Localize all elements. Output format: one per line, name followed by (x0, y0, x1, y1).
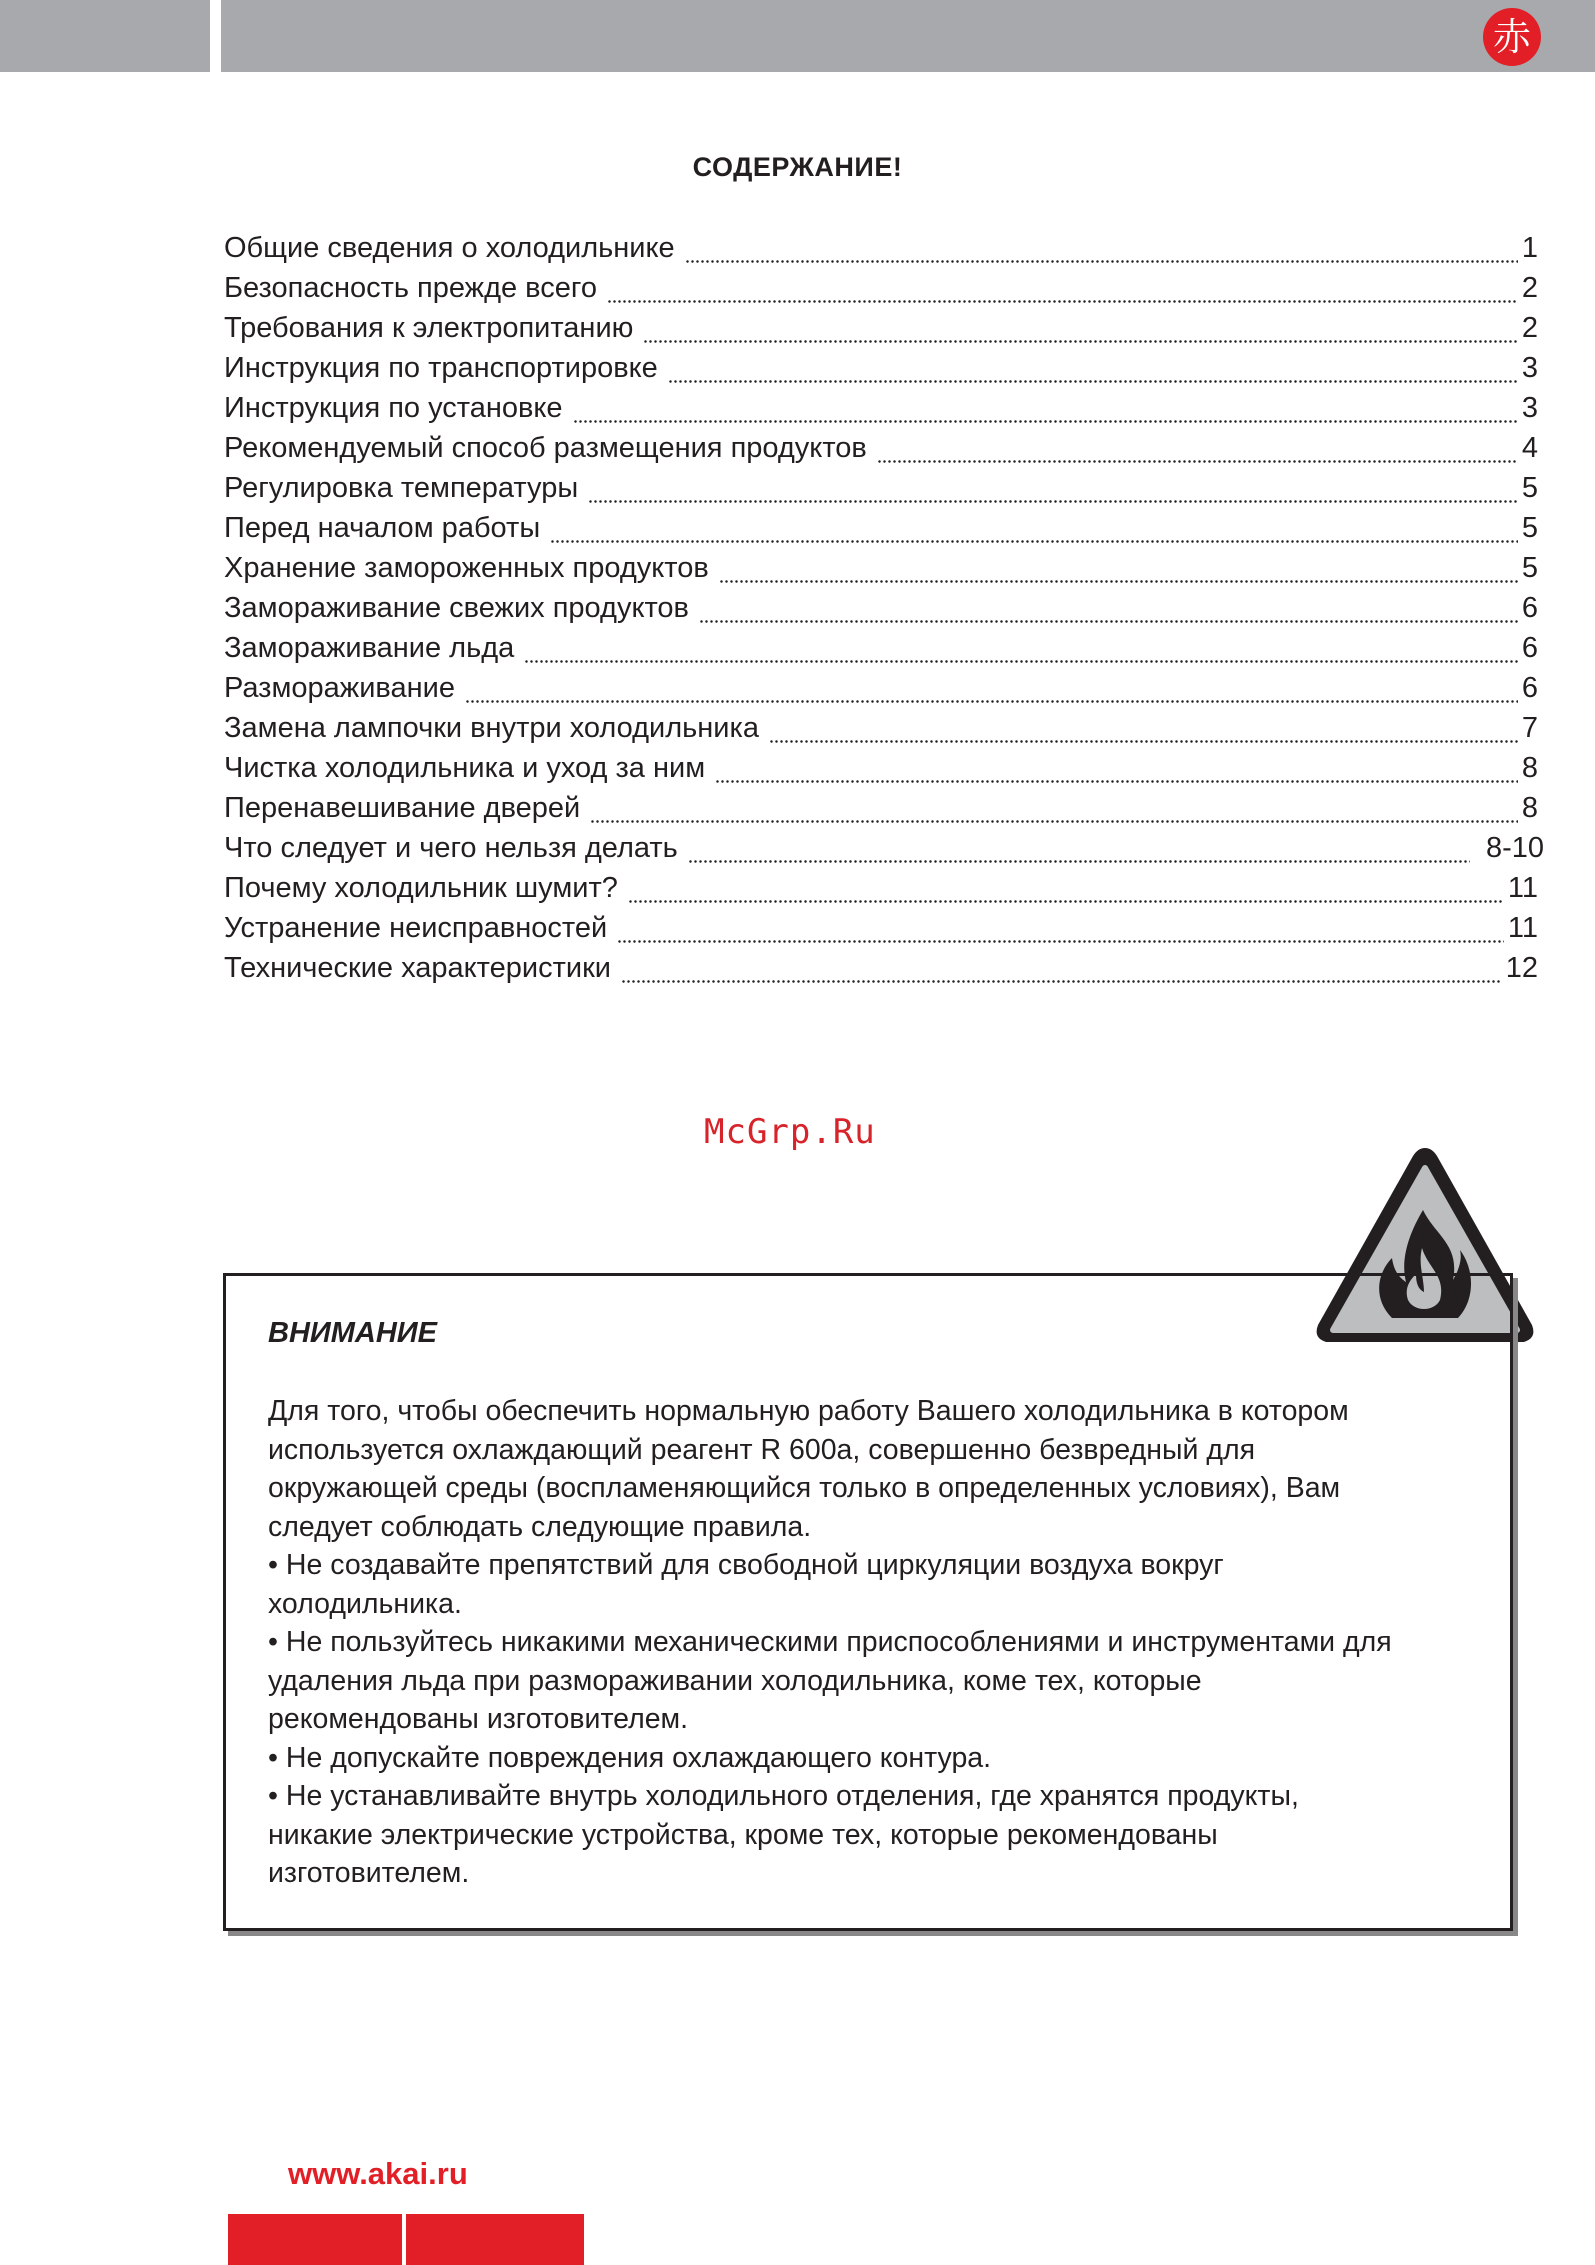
toc-item-label: Перед началом работы (224, 512, 541, 544)
toc-item-page: 3 (1521, 352, 1538, 384)
toc-item[interactable] (224, 232, 1538, 272)
toc-leader-dots (550, 540, 1518, 543)
toc-item-page: 2 (1521, 312, 1538, 344)
toc-item[interactable] (224, 512, 1538, 552)
warning-line: • Не устанавливайте внутрь холодильного отделения, где хранятся продукты, (268, 1780, 1299, 1812)
toc-leader-dots (769, 740, 1518, 743)
toc-item-label: Инструкция по транспортировке (224, 352, 658, 384)
toc-item-page: 11 (1507, 912, 1538, 944)
warning-line: холодильника. (268, 1587, 462, 1620)
toc-leader-dots (573, 420, 1518, 423)
toc-item-page: 11 (1507, 872, 1538, 904)
toc-item-label: Хранение замороженных продуктов (224, 552, 709, 584)
toc-item[interactable] (224, 912, 1538, 952)
toc-item-label: Почему холодильник шумит? (224, 872, 618, 904)
website-link[interactable]: www.akai.ru (288, 2156, 468, 2191)
toc-item[interactable] (224, 272, 1538, 312)
toc-leader-dots (643, 340, 1517, 343)
toc-leader-dots (685, 260, 1518, 263)
warning-text (268, 1392, 1568, 1893)
warning-line: используется охлаждающий реагент R 600a, совершенно безвредный для (268, 1433, 1256, 1466)
toc-item[interactable] (224, 952, 1538, 992)
toc-item[interactable] (224, 712, 1538, 752)
watermark-text: McGrp.Ru (704, 1112, 876, 1152)
warning-line: окружающей среды (воспламеняющийся только в определенных условиях), Вам (268, 1472, 1341, 1504)
warning-line: изготовителем. (268, 1857, 470, 1889)
toc-item-label: Общие сведения о холодильнике (224, 232, 675, 264)
toc-item-page: 3 (1521, 392, 1538, 424)
toc-item-label: Рекомендуемый способ размещения продуктов (224, 432, 867, 464)
toc-item-label: Перенавешивание дверей (224, 792, 581, 824)
warning-line: никакие электрические устройства, кроме тех, которые рекомендованы (268, 1818, 1218, 1851)
toc-item-page: 6 (1521, 632, 1538, 664)
warning-title: ВНИМАНИЕ (268, 1317, 437, 1349)
toc-title: СОДЕРЖАНИЕ! (692, 152, 903, 182)
table-of-contents (224, 232, 1544, 992)
toc-item-label: Требования к электропитанию (224, 312, 634, 344)
warning-line: • Не допускайте повреждения охлаждающего контура. (268, 1741, 992, 1774)
toc-item-page: 5 (1521, 512, 1538, 544)
toc-leader-dots (699, 620, 1518, 623)
header-bar-right (221, 0, 1595, 72)
toc-item-label: Регулировка температуры (224, 472, 579, 504)
toc-item-page: 5 (1521, 552, 1538, 584)
toc-item[interactable] (224, 592, 1538, 632)
toc-item-label: Чистка холодильника и уход за ним (224, 752, 706, 784)
toc-item-label: Инструкция по установке (224, 392, 563, 424)
toc-item-page: 8 (1521, 792, 1538, 824)
toc-leader-dots (719, 580, 1518, 583)
toc-item[interactable] (224, 792, 1538, 832)
toc-leader-dots (877, 460, 1518, 463)
toc-item-page: 5 (1521, 472, 1538, 504)
toc-item-label: Устранение неисправностей (224, 912, 608, 944)
warning-line: • Не пользуйтесь никакими механическими приспособлениями и инструментами для (268, 1626, 1392, 1658)
toc-item-page: 2 (1521, 272, 1538, 304)
toc-leader-dots (590, 820, 1518, 823)
warning-line: Для того, чтобы обеспечить нормальную работу Вашего холодильника в котором (268, 1395, 1349, 1427)
toc-item[interactable] (224, 872, 1538, 912)
toc-item[interactable] (224, 632, 1538, 672)
toc-item-label: Что следует и чего нельзя делать (224, 832, 678, 864)
toc-leader-dots (588, 500, 1518, 503)
toc-item[interactable] (224, 352, 1538, 392)
toc-leader-dots (715, 780, 1518, 783)
toc-item-label: Замораживание льда (224, 632, 515, 664)
footer-block (406, 2214, 584, 2265)
toc-item-page: 8 (1521, 752, 1538, 784)
toc-leader-dots (688, 860, 1470, 863)
warning-line: • Не создавайте препятствий для свободной циркуляции воздуха вокруг (268, 1549, 1224, 1581)
toc-item-label: Размораживание (224, 672, 455, 704)
warning-line: рекомендованы изготовителем. (268, 1703, 689, 1735)
toc-item-label: Технические характеристики (224, 952, 611, 984)
toc-item-page: 8-10 (1485, 832, 1544, 864)
toc-item[interactable] (224, 432, 1538, 472)
toc-item-page: 7 (1521, 712, 1538, 744)
toc-item-label: Безопасность прежде всего (224, 272, 597, 304)
warning-line: удаления льда при размораживании холодильника, коме тех, которые (268, 1664, 1202, 1697)
toc-item[interactable] (224, 472, 1538, 512)
toc-leader-dots (524, 660, 1518, 663)
brand-logo-icon: 赤 (1483, 8, 1541, 66)
toc-item[interactable] (224, 672, 1538, 712)
toc-item-page: 4 (1521, 432, 1538, 464)
toc-item-label: Замораживание свежих продуктов (224, 592, 689, 624)
toc-item[interactable] (224, 832, 1544, 872)
toc-item[interactable] (224, 312, 1538, 352)
toc-leader-dots (617, 940, 1504, 943)
toc-item-page: 6 (1521, 672, 1538, 704)
toc-item[interactable] (224, 752, 1538, 792)
toc-item-page: 12 (1505, 952, 1538, 984)
toc-item-page: 1 (1521, 232, 1538, 264)
toc-item[interactable] (224, 552, 1538, 592)
toc-leader-dots (621, 980, 1502, 983)
toc-leader-dots (607, 300, 1518, 303)
toc-item-label: Замена лампочки внутри холодильника (224, 712, 759, 744)
toc-item-page: 6 (1521, 592, 1538, 624)
footer-block (228, 2214, 402, 2265)
warning-line: следует соблюдать следующие правила. (268, 1510, 812, 1543)
toc-leader-dots (465, 700, 1518, 703)
toc-leader-dots (668, 380, 1518, 383)
toc-leader-dots (628, 900, 1504, 903)
toc-item[interactable] (224, 392, 1538, 432)
header-bar-left (0, 0, 210, 72)
